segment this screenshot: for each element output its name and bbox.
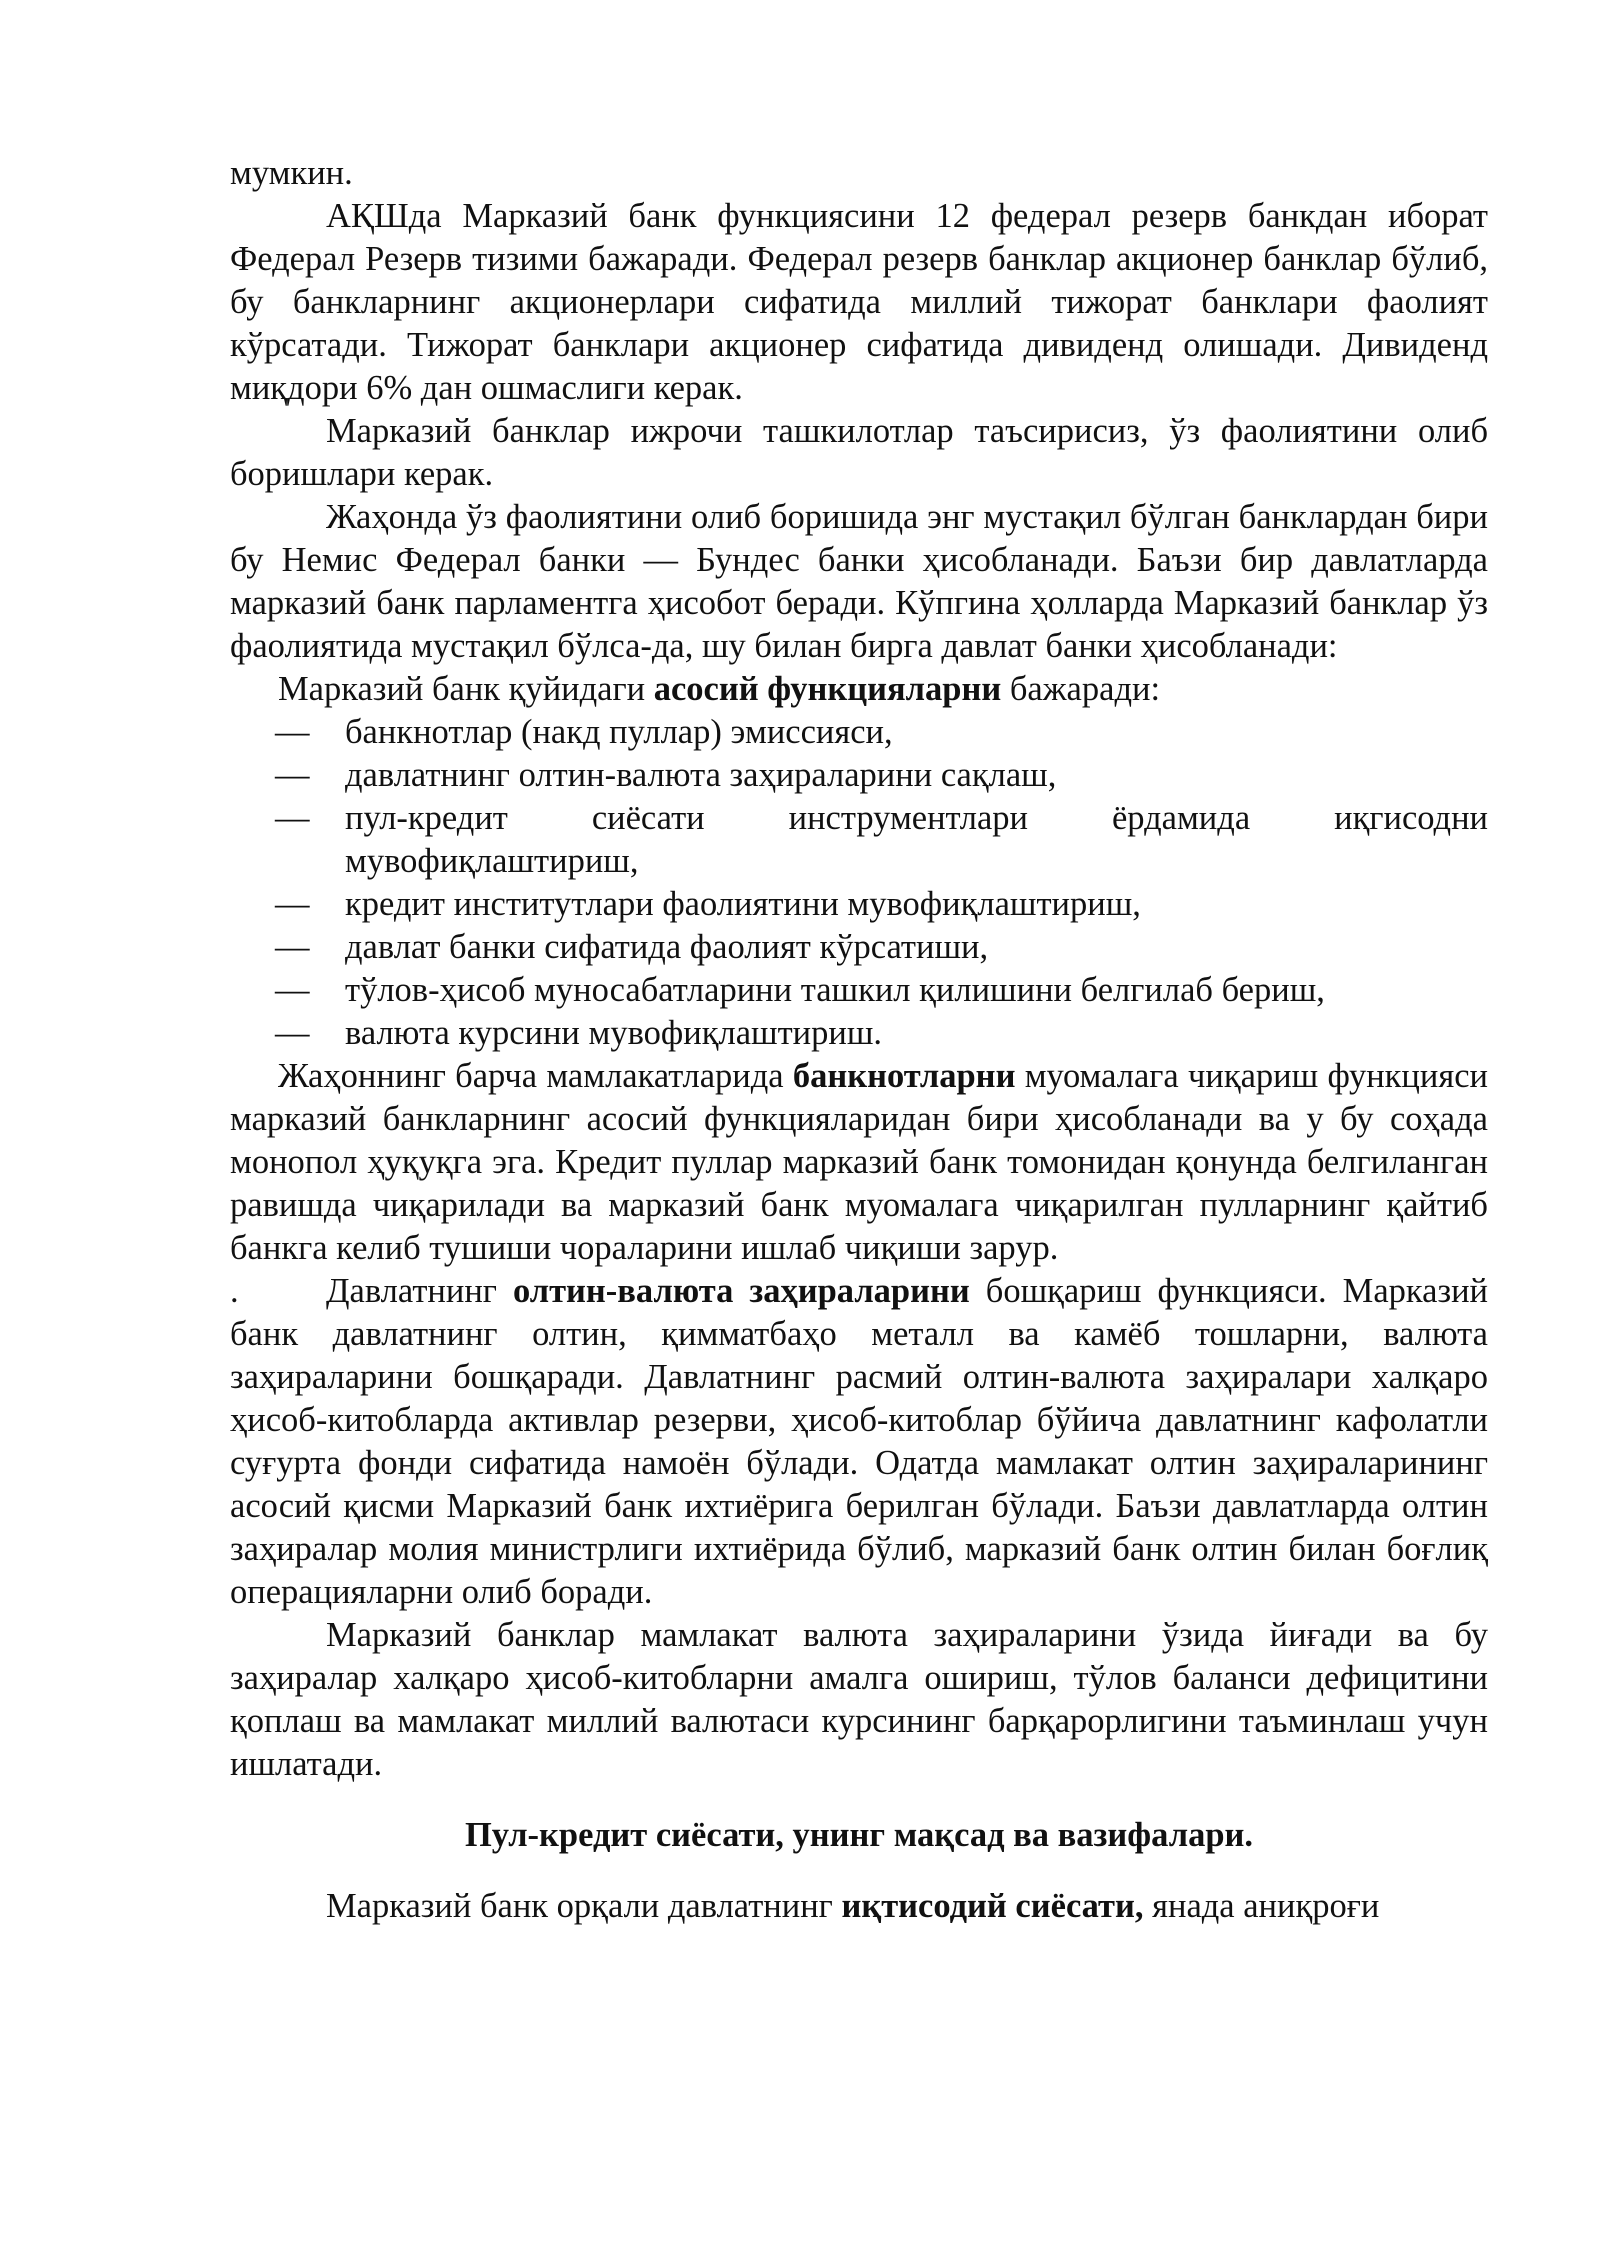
list-item-text: давлатнинг олтин-валюта заҳираларини сақлаш,	[345, 756, 1057, 794]
list-item-text: пул-кредит сиёсати инструментлари ёрдамида иқгисодни мувофиқлаштириш,	[345, 799, 1488, 880]
dash-marker: —	[275, 713, 310, 751]
list-item-text: банкнотлар (накд пуллар) эмиссияси,	[345, 713, 893, 751]
paragraph-usa-fed: АҚШда Марказий банк функциясини 12 федерал резерв банкдан иборат Федерал Резерв тизими бажаради. Федерал резерв банклар акционер банклар бўлиб, бу банкларнинг акционерлари сифатида миллий тижорат банклари фаолият кўрсатади. Тижорат банклари акционер сифатида дивиденд олишади. Дивиденд миқдори 6% дан ошмаслиги керак.	[230, 197, 1488, 407]
banknotes-bold: банкнотларни	[792, 1057, 1016, 1095]
list-item	[275, 797, 1488, 883]
list-item-text: валюта курсини мувофиқлаштириш.	[345, 1014, 883, 1052]
document-body	[230, 152, 1488, 1928]
list-item-text: тўлов-ҳисоб муносабатларини ташкил қилишини белгилаб бериш,	[345, 971, 1325, 1009]
gold-reserves-text: Давлатнинг	[326, 1272, 513, 1310]
paragraph-currency-reserves: Марказий банклар мамлакат валюта заҳираларини ўзида йиғади ва бу заҳиралар халқаро ҳисоб-китобларни амалга ошириш, тўлов баланси дефицитини қоплаш ва мамлакат миллий валютаси курсининг барқарорлигини таъминлаш учун ишлатади.	[230, 1616, 1488, 1783]
paragraph-gold-reserves	[230, 1270, 1488, 1614]
dash-marker: —	[275, 756, 310, 794]
paragraph-bundesbank: Жаҳонда ўз фаолиятини олиб боришида энг мустақил бўлган банклардан бири бу Немис Федерал банки — Бундес банки ҳисобланади. Баъзи бир давлатларда марказий банк парламентга ҳисобот беради. Кўпгина ҳолларда Марказий банклар ўз фаолиятида мустақил бўлса-да, шу билан бирга давлат банки ҳисобланади:	[230, 498, 1488, 665]
paragraph-independence: Марказий банклар ижрочи ташкилотлар таъсирисиз, ўз фаолиятини олиб боришлари керак.	[230, 412, 1488, 493]
dash-marker: —	[275, 799, 310, 837]
dash-marker: —	[275, 885, 310, 923]
list-item	[275, 754, 1488, 797]
list-item	[275, 969, 1488, 1012]
functions-intro-bold: асосий функцияларни	[653, 670, 1002, 708]
functions-list	[230, 711, 1488, 1055]
functions-intro-text: Марказий банк қуйидаги	[278, 670, 654, 708]
banknotes-text: Жаҳоннинг барча мамлакатларида	[278, 1057, 793, 1095]
paragraph-economic-policy	[230, 1885, 1488, 1928]
gold-reserves-tail: бошқариш функцияси. Марказий банк давлатнинг олтин, қимматбаҳо металл ва камёб тошларни, валюта заҳираларини бошқаради. Давлатнинг расмий олтин-валюта заҳиралари халқаро ҳисоб-китобларда активлар резерви, ҳисоб-китоблар бўйича давлатнинг кафолатли суғурта фонди сифатида намоён бўлади. Одатда мамлакат олтин заҳираларининг асосий қисми Марказий банк ихтиёрига берилган бўлади. Баъзи давлатларда олтин заҳиралар молия министрлиги ихтиёрида бўлиб, марказий банк олтин билан боғлиқ операцияларни олиб боради.	[230, 1272, 1488, 1611]
economic-policy-tail: янада аниқроғи	[1143, 1887, 1380, 1925]
list-item	[275, 926, 1488, 969]
list-item	[275, 711, 1488, 754]
paragraph-continuation: мумкин.	[230, 154, 353, 192]
paragraph-functions-intro	[230, 668, 1488, 711]
section-heading: Пул-кредит сиёсати, унинг мақсад ва вазифалари.	[464, 1816, 1254, 1854]
dash-marker: —	[275, 971, 310, 1009]
gold-reserves-bold: олтин-валюта заҳираларини	[512, 1272, 970, 1310]
dash-marker: —	[275, 1014, 310, 1052]
leading-dot: .	[230, 1272, 239, 1310]
paragraph-banknotes	[230, 1055, 1488, 1270]
list-item	[275, 883, 1488, 926]
banknotes-tail: муомалага чиқариш функцияси марказий банкларнинг асосий функцияларидан бири ҳисобланади ва у бу соҳада монопол ҳуқуқга эга. Кредит пуллар марказий банк томонидан қонунда белгиланган равишда чиқарилади ва марказий банк муомалага чиқарилган пулларнинг қайтиб банкга келиб тушиши чораларини ишлаб чиқиши зарур.	[230, 1057, 1488, 1267]
list-item-text: кредит институтлари фаолиятини мувофиқлаштириш,	[345, 885, 1141, 923]
list-item	[275, 1012, 1488, 1055]
economic-policy-text: Марказий банк орқали давлатнинг	[326, 1887, 842, 1925]
functions-intro-tail: бажаради:	[1001, 670, 1161, 708]
dash-marker: —	[275, 928, 310, 966]
economic-policy-bold: иқтисодий сиёсати,	[841, 1887, 1144, 1925]
list-item-text: давлат банки сифатида фаолият кўрсатиши,	[345, 928, 989, 966]
